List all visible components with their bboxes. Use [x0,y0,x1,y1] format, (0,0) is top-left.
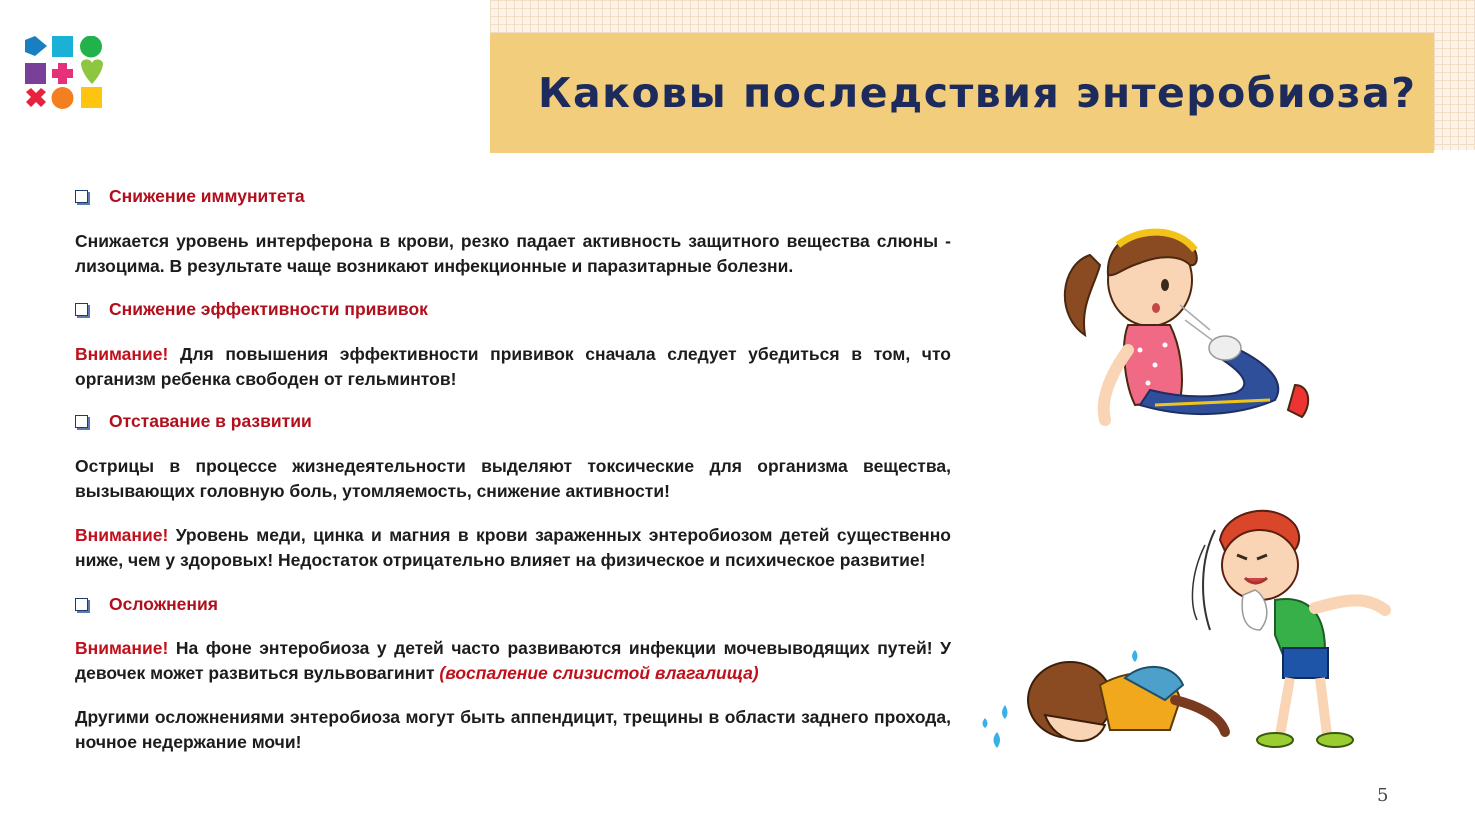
logo [25,36,103,110]
page-number: 5 [1377,785,1389,806]
checkbox-bullet-icon [75,415,88,428]
checkbox-bullet-icon [75,598,88,611]
section-heading-development: Отставание в развитии [75,408,951,434]
boys-illustration [975,500,1400,770]
title-banner [490,33,1434,153]
paragraph: Внимание! Уровень меди, цинка и магния в крови зараженных энтеробиозом детей существенно ниже, чем у здоровых! Недостаток отрицательно влияет на физическое и психическое развитие! [75,525,951,570]
paragraph: Внимание! На фоне энтеробиоза у детей часто развиваются инфекции мочевыводящих путей! У девочек может развиться вульвовагинит (воспаление слизистой влагалища) [75,638,951,683]
girl-illustration [1040,205,1330,440]
section-heading-vaccination: Снижение эффективности прививок [75,296,951,322]
paragraph: Внимание! Для повышения эффективности прививок сначала следует убедиться в том, что организм ребенка свободен от гельминтов! [75,344,951,389]
paragraph: Острицы в процессе жизнедеятельности выделяют токсические для организма вещества, вызывающих головную боль, утомляемость, снижение активности! [75,456,951,501]
checkbox-bullet-icon [75,190,88,203]
section-heading-complications: Осложнения [75,591,951,617]
page-title: Каковы последствия энтеробиоза? [538,69,1417,117]
paragraph: Снижается уровень интерферона в крови, резко падает активность защитного вещества слюны - лизоцима. В результате чаще возникают инфекционные и паразитарные болезни. [75,231,951,276]
section-heading-immunity: Снижение иммунитета [75,183,951,209]
checkbox-bullet-icon [75,303,88,316]
content-column [75,183,951,755]
paragraph: Другими осложнениями энтеробиоза могут быть аппендицит, трещины в области заднего прохода, ночное недержание мочи! [75,707,951,752]
